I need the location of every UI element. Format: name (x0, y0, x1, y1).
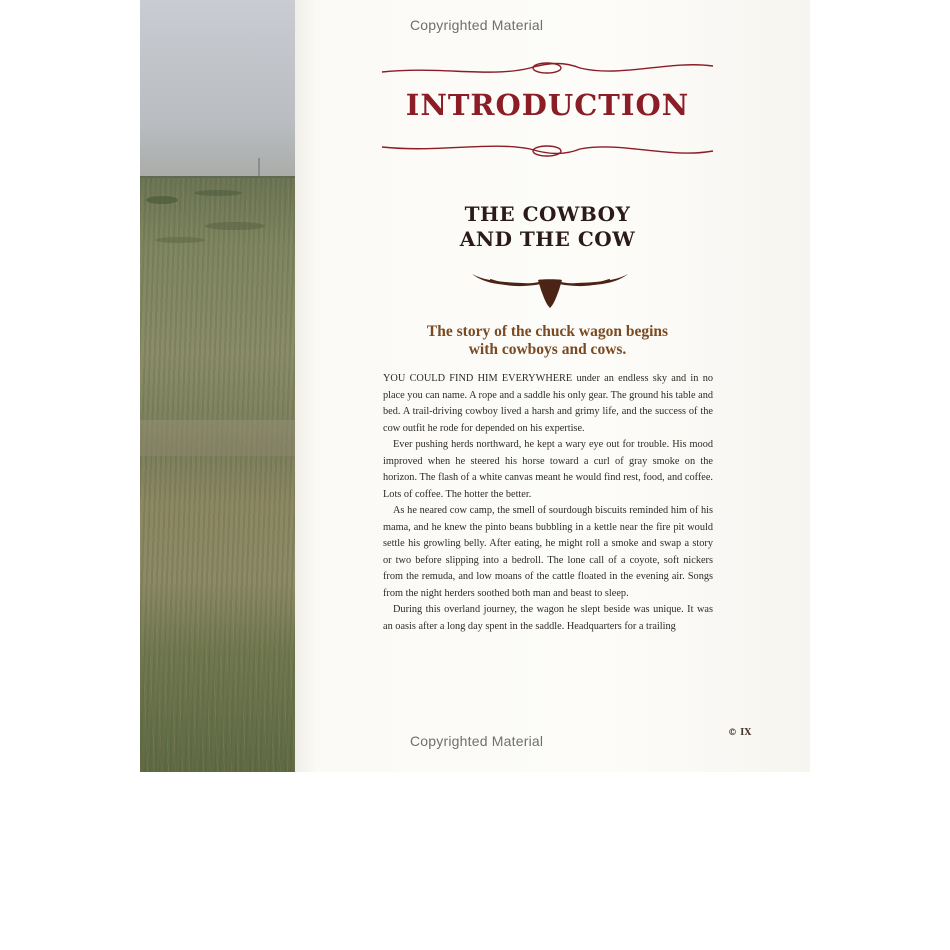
longhorn-skull-icon (470, 268, 630, 310)
body-paragraph: During this overland journey, the wagon he slept beside was unique. It was an oasis after a long day spent in the saddle. Headquarters for a trailing (383, 604, 713, 632)
body-text (383, 371, 713, 635)
body-paragraph: YOU COULD FIND HIM EVERYWHERE under an endless sky and in no place you can name. A rope and a saddle his only gear. The ground his table and bed. A trail-driving cowboy lived a harsh and grimy life, and the success of the cow outfit he rode for depended on his expertise. (383, 373, 713, 434)
tagline-line-2: with cowboys and cows. (468, 341, 627, 358)
page-number: © IX (728, 728, 752, 738)
section-title-line-1: THE COWBOY (464, 202, 631, 226)
book-page (295, 0, 810, 772)
prairie-photo (140, 0, 295, 772)
flourish-bottom-icon (380, 139, 715, 163)
section-title-line-2: AND THE COW (459, 227, 636, 251)
book-spread (140, 0, 810, 772)
copyright-footer: Copyrighted Material (410, 733, 544, 749)
section-tagline (390, 323, 705, 359)
body-paragraph: As he neared cow camp, the smell of sourdough biscuits reminded him of his mama, and he knew the pinto beans bubbling in a kettle near the fire pit would settle his growling belly. After eating, he might roll a smoke and swap a story or two before slipping into a bedroll. The lone call of a coyote, soft nickers from the remuda, and low moans of the cattle floated in the evening air. Songs from the night herders soothed both man and beast to sleep. (383, 505, 713, 599)
body-paragraph: Ever pushing herds northward, he kept a wary eye out for trouble. His mood improved when he steered his horse toward a curl of gray smoke on the horizon. The flash of a white canvas meant he would find rest, food, and coffee. Lots of coffee. The hotter the better. (383, 439, 713, 500)
chapter-title: INTRODUCTION (405, 88, 690, 122)
copyright-header: Copyrighted Material (410, 17, 544, 33)
photo-details (140, 0, 295, 772)
section-title (380, 202, 715, 252)
tagline-line-1: The story of the chuck wagon begins (426, 323, 669, 340)
flourish-top-icon (380, 56, 715, 80)
